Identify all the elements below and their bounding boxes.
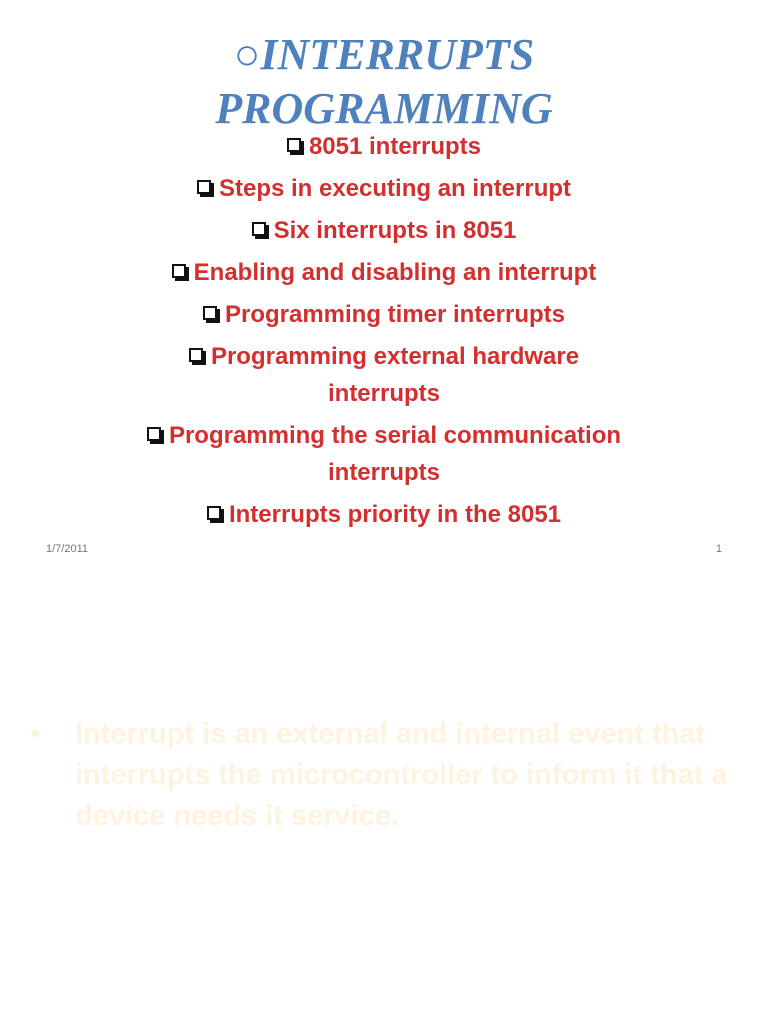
list-item-text: Enabling and disabling an interrupt [193,259,597,286]
list-item-text: Six interrupts in 8051 [273,217,517,244]
list-item [0,296,768,333]
list-item [0,128,768,165]
list-item-continuation: interrupts [327,459,440,486]
square-checkbox-icon [207,506,221,520]
slide-2 [0,576,768,1024]
list-item-text: Programming external hardware [210,343,580,370]
list-item-text: Programming the serial communication [168,422,622,449]
definition-text: Interrupt is an external and internal event that interrupts the microcontroller to inform it that a device needs it service. [75,718,728,832]
list-item-text: 8051 interrupts [308,133,482,160]
square-checkbox-icon [147,427,161,441]
list-item-continuation: interrupts [327,380,440,407]
topic-list [0,128,768,538]
title-line-2: PROGRAMMING [215,84,553,133]
list-item-text: Steps in executing an interrupt [218,175,572,202]
bullet-dot-icon: • [30,718,41,750]
definition-bullet [30,714,730,837]
slide-title [0,28,768,136]
footer-date: 1/7/2011 [46,543,89,555]
list-item [0,212,768,249]
list-item [0,417,768,491]
list-item [0,496,768,533]
footer-page-number: 1 [715,543,722,555]
list-item-text: Programming timer interrupts [224,301,566,328]
square-checkbox-icon [197,180,211,194]
square-checkbox-icon [189,348,203,362]
square-checkbox-icon [172,264,186,278]
list-item [0,338,768,412]
square-checkbox-icon [203,306,217,320]
list-item-text: Interrupts priority in the 8051 [228,501,562,528]
square-checkbox-icon [287,138,301,152]
list-item [0,170,768,207]
list-item [0,254,768,291]
square-checkbox-icon [252,222,266,236]
title-line-1: ○INTERRUPTS [233,30,535,79]
